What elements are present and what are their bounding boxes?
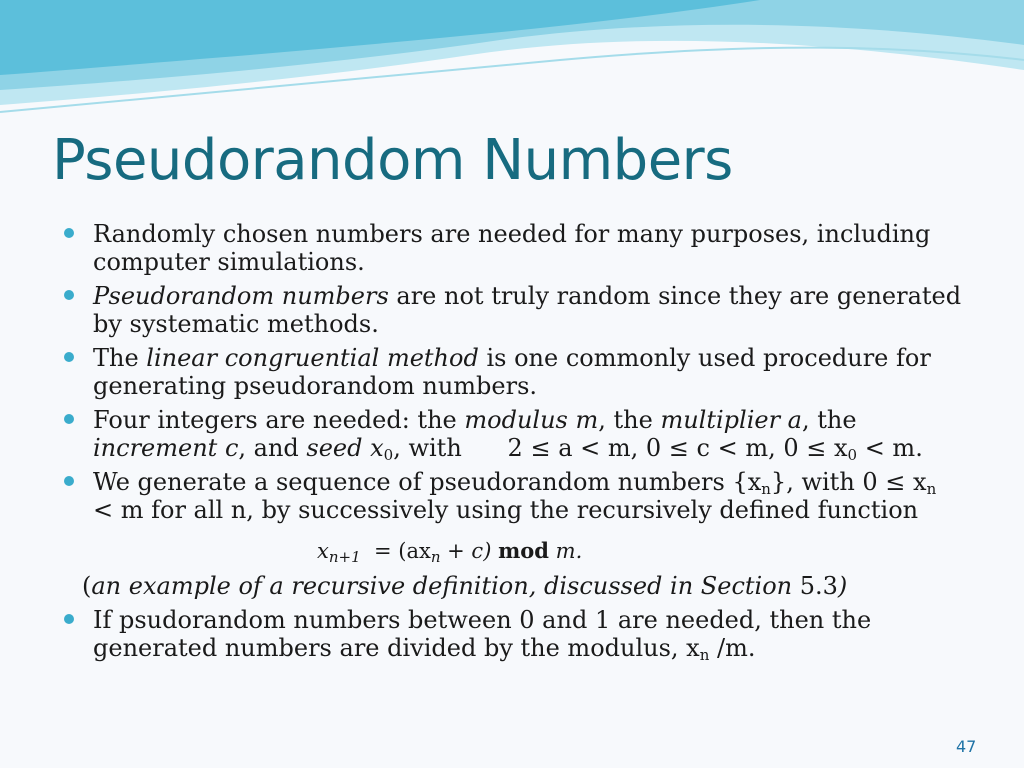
bullet-text: Randomly chosen numbers are needed for many purposes, including computer simulations. (93, 220, 931, 276)
bullet-text: , and (238, 434, 307, 462)
recurrence-formula (317, 537, 582, 565)
bullet-dot-icon (64, 352, 74, 362)
bullet-text: , the (802, 406, 857, 434)
bullet-text: /m. (709, 634, 756, 662)
bullet-item-5 (62, 468, 962, 524)
formula-lhs: x (317, 539, 329, 563)
formula-eq: = (ax (360, 539, 431, 563)
note-paren: ( (82, 572, 92, 600)
subscript: 0 (383, 446, 394, 464)
bullet-text: , the (598, 406, 661, 434)
subscript: n (761, 480, 771, 498)
slide-title: Pseudorandom Numbers (52, 128, 733, 193)
subscript: n+1 (328, 548, 361, 566)
bullet-text: is one commonly used procedure for generating pseudorandom numbers. (93, 344, 931, 400)
bullet-text: Four integers are needed: the (93, 406, 465, 434)
subscript: n (430, 548, 441, 566)
recursive-note (82, 572, 962, 600)
bullet-item-4 (62, 406, 962, 462)
bullet-dot-icon (64, 476, 74, 486)
bullet-text: The (93, 344, 147, 372)
bullet-text: , with 2 ≤ a < m, 0 ≤ c < m, 0 ≤ x (393, 434, 848, 462)
bullet-item-1 (62, 220, 962, 276)
formula-mod: mod (498, 538, 549, 563)
bullet-text: are not truly random since they are generated by systematic methods. (93, 282, 962, 338)
bullet-text: < m. (857, 434, 923, 462)
bullet-item-6 (62, 606, 962, 662)
page-number: 47 (956, 737, 977, 756)
bullet-term: multiplier a (660, 406, 802, 434)
bullet-text: }, with 0 ≤ x (770, 468, 927, 496)
bullet-list (62, 220, 962, 668)
formula-modulus: m. (548, 539, 583, 563)
bullet-dot-icon (64, 228, 74, 238)
bullet-term: Pseudorandom numbers (93, 282, 389, 310)
bullet-dot-icon (64, 414, 74, 424)
bullet-term: seed x (306, 434, 384, 462)
formula-rest: + c) (440, 539, 499, 563)
bullet-text: < m for all n, by successively using the recursively defined function (93, 496, 919, 524)
subscript: 0 (847, 446, 858, 464)
bullet-term: increment c (93, 434, 239, 462)
bullet-item-3 (62, 344, 962, 400)
bullet-item-2 (62, 282, 962, 338)
bullet-text: We generate a sequence of pseudorandom numbers {x (93, 468, 762, 496)
subscript: n (699, 646, 710, 664)
note-paren: ) (837, 572, 848, 600)
bullet-dot-icon (64, 290, 74, 300)
bullet-term: linear congruential method (146, 344, 479, 372)
subscript: n (926, 480, 937, 498)
note-section-number: 5.3 (799, 572, 838, 600)
bullet-dot-icon (64, 614, 74, 624)
header-wave-decoration (0, 0, 1024, 120)
bullet-term: modulus m (464, 406, 599, 434)
bullet-text: If psudorandom numbers between 0 and 1 are needed, then the generated numbers are divided by the modulus, x (93, 606, 872, 662)
note-text: an example of a recursive definition, discussed in Section (91, 572, 800, 600)
